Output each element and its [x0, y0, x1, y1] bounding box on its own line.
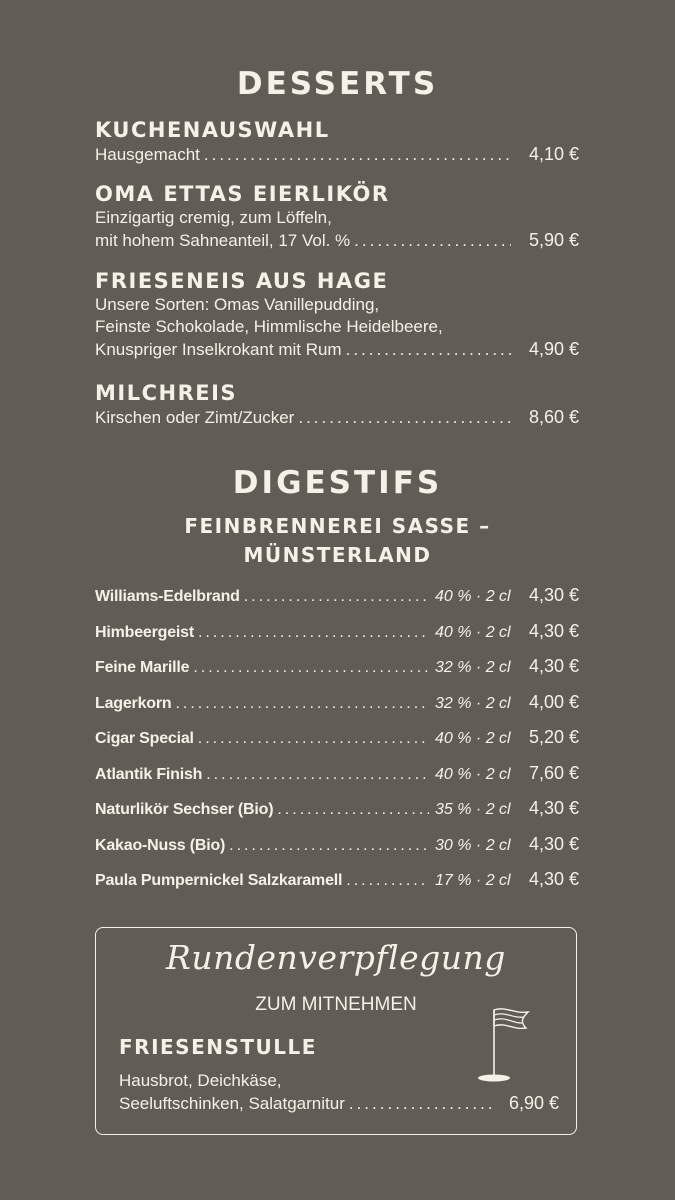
dessert-price: 4,10 € [528, 144, 579, 164]
digestif-price: 4,30 € [528, 656, 579, 676]
dessert-desc: Feinste Schokolade, Himmlische Heidelbeere, [95, 317, 443, 336]
digestif-name: Himbeergeist [95, 623, 194, 641]
dessert-item [95, 117, 579, 166]
digestif-row [95, 869, 579, 905]
digestif-price: 4,30 € [528, 585, 579, 605]
leader-dots [346, 872, 429, 890]
digestif-name: Kakao-Nuss (Bio) [95, 836, 226, 854]
dessert-name: OMA ETTAS EIERLIKÖR [95, 182, 390, 206]
digestif-name: Paula Pumpernickel Salzkaramell [95, 872, 343, 889]
digestif-price: 4,30 € [528, 833, 579, 854]
digestif-abv: 40 % · 2 cl [435, 588, 511, 605]
dessert-name: FRIESENEIS AUS HAGE [95, 269, 389, 293]
digestif-abv: 32 % · 2 cl [435, 659, 511, 676]
digestif-abv: 40 % · 2 cl [435, 730, 511, 747]
leader-dots [354, 230, 511, 252]
digestif-row [95, 656, 579, 692]
digestif-abv: 35 % · 2 cl [435, 801, 511, 818]
takeaway-box [95, 927, 577, 1135]
digestif-row [95, 692, 579, 728]
dessert-price: 8,60 € [528, 407, 579, 427]
dessert-desc: Kirschen oder Zimt/Zucker [95, 408, 295, 427]
desserts-heading: DESSERTS [236, 66, 439, 102]
digestif-price: 5,20 € [528, 727, 579, 747]
digestif-name: Williams-Edelbrand [95, 588, 240, 605]
digestifs-list [95, 585, 579, 905]
box-title: Rundenverpflegung [166, 938, 506, 977]
dessert-desc: Knuspriger Inselkrokant mit Rum [95, 340, 342, 359]
leader-dots [175, 695, 429, 713]
digestif-price: 4,30 € [528, 620, 579, 641]
leader-dots [198, 730, 429, 748]
subtitle-line: MÜNSTERLAND [243, 543, 432, 567]
box-item-desc [119, 1069, 559, 1115]
leader-dots [193, 659, 429, 677]
subtitle-line: FEINBRENNEREI SASSE – [184, 514, 491, 538]
dessert-item [95, 268, 579, 361]
dessert-desc: Hausgemacht [95, 145, 200, 164]
digestif-row [95, 834, 579, 870]
digestif-name: Lagerkorn [95, 694, 172, 712]
digestifs-subtitle [0, 512, 675, 570]
dessert-price: 4,90 € [528, 339, 579, 359]
dessert-item [95, 380, 579, 429]
box-desc-line: Seeluftschinken, Salatgarnitur [119, 1094, 345, 1113]
digestif-name: Atlantik Finish [95, 765, 203, 783]
digestif-name: Feine Marille [95, 659, 190, 676]
digestif-name: Cigar Special [95, 730, 194, 747]
digestif-row [95, 763, 579, 799]
leader-dots [198, 624, 429, 642]
digestif-abv: 40 % · 2 cl [435, 623, 511, 641]
digestif-name: Naturlikör Sechser (Bio) [95, 801, 274, 818]
digestif-abv: 32 % · 2 cl [435, 694, 511, 712]
digestif-row [95, 727, 579, 763]
digestif-abv: 17 % · 2 cl [435, 872, 511, 889]
leader-dots [277, 801, 429, 819]
leader-dots [298, 407, 511, 429]
digestif-price: 4,30 € [528, 869, 579, 889]
leader-dots [346, 339, 511, 361]
dessert-desc: Einzigartig cremig, zum Löffeln, [95, 208, 332, 227]
digestif-abv: 30 % · 2 cl [435, 836, 511, 854]
dessert-item [95, 181, 579, 252]
box-subtitle: ZUM MITNEHMEN [255, 994, 417, 1015]
digestif-price: 4,30 € [528, 798, 579, 818]
dessert-desc: mit hohem Sahneanteil, 17 Vol. % [95, 231, 351, 250]
dessert-name: MILCHREIS [95, 381, 238, 405]
dessert-price: 5,90 € [528, 230, 579, 250]
dessert-name: KUCHENAUSWAHL [95, 118, 330, 142]
dessert-desc: Unsere Sorten: Omas Vanillepudding, [95, 295, 380, 314]
digestif-row [95, 798, 579, 834]
digestif-price: 4,00 € [528, 691, 579, 712]
leader-dots [206, 766, 429, 784]
digestif-price: 7,60 € [528, 762, 579, 783]
box-item-name: FRIESENSTULLE [119, 1035, 317, 1059]
box-item-price: 6,90 € [508, 1093, 559, 1113]
leader-dots [204, 144, 511, 166]
digestif-abv: 40 % · 2 cl [435, 765, 511, 783]
digestif-row [95, 621, 579, 657]
box-desc-line: Hausbrot, Deichkäse, [119, 1071, 282, 1090]
leader-dots [244, 588, 429, 606]
leader-dots [229, 837, 429, 855]
digestif-row [95, 585, 579, 621]
leader-dots [349, 1092, 495, 1115]
digestifs-heading: DIGESTIFS [232, 465, 443, 501]
